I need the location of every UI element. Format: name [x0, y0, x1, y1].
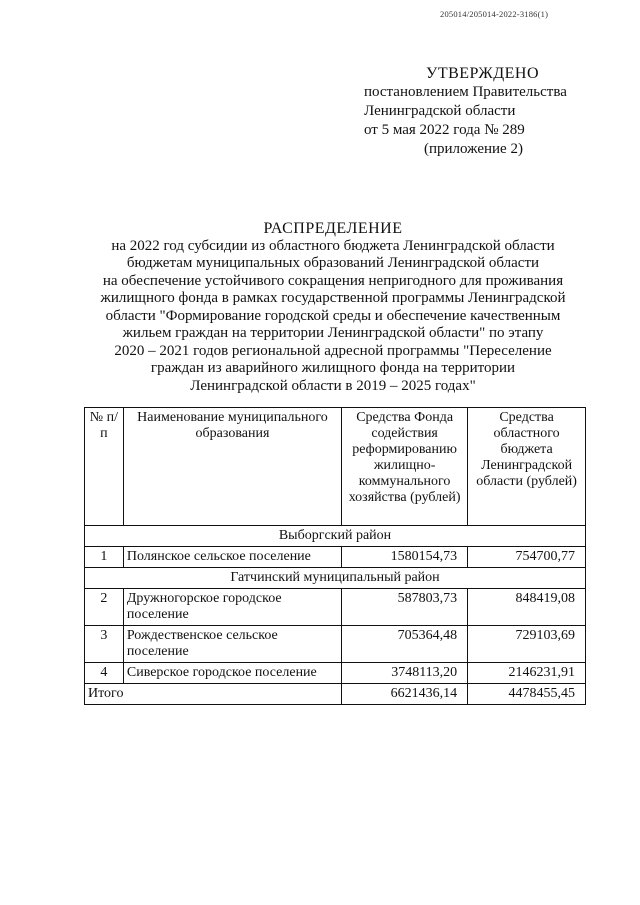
- region-name: Выборгский район: [85, 526, 586, 547]
- row-name: Рождественское сельское поселение: [123, 626, 341, 663]
- total-label: Итого: [85, 684, 342, 705]
- row-name: Сиверское городское поселение: [123, 663, 341, 684]
- row-fund: 1580154,73: [342, 547, 468, 568]
- approval-line-1: постановлением Правительства: [364, 84, 567, 100]
- region-row: [85, 568, 586, 589]
- header-name: Наименование муниципального образования: [123, 408, 341, 526]
- header-num: № п/п: [85, 408, 124, 526]
- approval-line-3: от 5 мая 2022 года № 289: [364, 122, 525, 138]
- heading-line: 2020 – 2021 годов региональной адресной программы "Переселение: [114, 342, 552, 359]
- approval-line-2: Ленинградской области: [364, 103, 516, 119]
- heading-title: РАСПРЕДЕЛЕНИЕ: [263, 220, 403, 237]
- table-row: [85, 589, 586, 626]
- heading-line: области "Формирование городской среды и обеспечение качественным: [105, 307, 561, 324]
- row-name: Дружногорское городское поселение: [123, 589, 341, 626]
- row-name: Полянское сельское поселение: [123, 547, 341, 568]
- region-row: [85, 526, 586, 547]
- total-row: [85, 684, 586, 705]
- document-id: 205014/205014-2022-3186(1): [440, 9, 549, 19]
- table-row: [85, 547, 586, 568]
- heading-line: граждан из аварийного жилищного фонда на территории: [150, 360, 516, 376]
- row-num: 2: [85, 589, 124, 626]
- header-fund: Средства Фонда содействия реформированию жилищно-коммунального хозяйства (рублей): [342, 408, 468, 526]
- table-row: [85, 626, 586, 663]
- region-name: Гатчинский муниципальный район: [85, 568, 586, 589]
- heading-line: жилищного фонда в рамках государственной программы Ленинградской: [100, 290, 566, 306]
- row-regional: 729103,69: [468, 626, 586, 663]
- approval-stamp: [364, 64, 624, 159]
- row-fund: 705364,48: [342, 626, 468, 663]
- row-fund: 3748113,20: [342, 663, 468, 684]
- row-regional: 848419,08: [468, 589, 586, 626]
- row-num: 4: [85, 663, 124, 684]
- heading-line: Ленинградской области в 2019 – 2025 годах": [190, 377, 476, 394]
- table-row: [85, 663, 586, 684]
- table-header-row: [85, 408, 586, 526]
- row-num: 1: [85, 547, 124, 568]
- heading-line: на 2022 год субсидии из областного бюджета Ленинградской области: [111, 237, 555, 254]
- row-regional: 2146231,91: [468, 663, 586, 684]
- total-fund: 6621436,14: [342, 684, 468, 705]
- total-regional: 4478455,45: [468, 684, 586, 705]
- row-num: 3: [85, 626, 124, 663]
- heading-line: на обеспечение устойчивого сокращения непригодного для проживания: [102, 272, 564, 289]
- row-fund: 587803,73: [342, 589, 468, 626]
- approval-title: УТВЕРЖДЕНО: [426, 65, 540, 82]
- distribution-table: [84, 407, 586, 705]
- header-regional: Средства областного бюджета Ленинградской области (рублей): [468, 408, 586, 526]
- approval-line-4: (приложение 2): [424, 141, 523, 157]
- heading-line: бюджетам муниципальных образований Ленинградской области: [126, 255, 540, 271]
- row-regional: 754700,77: [468, 547, 586, 568]
- document-heading: [82, 220, 584, 395]
- heading-line: жильем граждан на территории Ленинградской области" по этапу: [122, 325, 544, 341]
